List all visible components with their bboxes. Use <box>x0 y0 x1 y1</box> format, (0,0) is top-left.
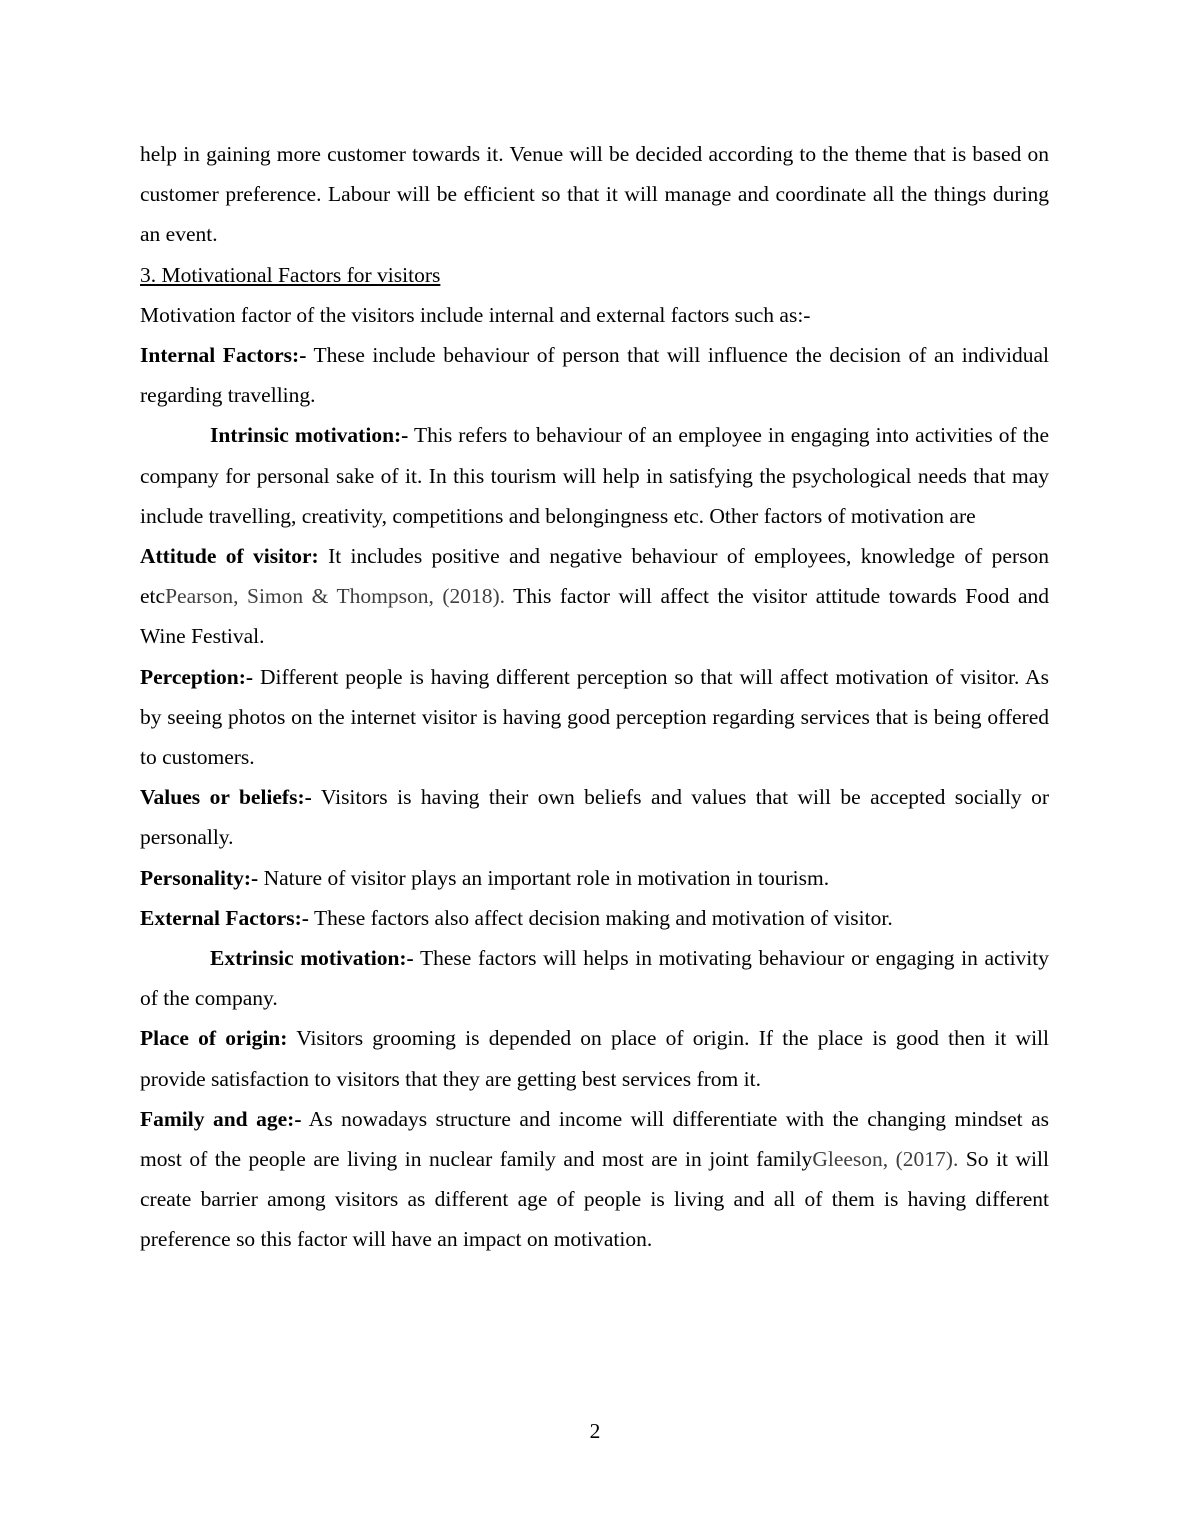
paragraph-text: Visitors is having their own beliefs and values that will be accepted socially or personally. <box>140 785 1050 850</box>
paragraph-intrinsic-motivation <box>140 415 1049 536</box>
term-label: Values or beliefs:- <box>140 785 312 810</box>
paragraph-motivation-overview: Motivation factor of the visitors include internal and external factors such as:- <box>140 302 811 327</box>
document-body <box>140 134 1049 1260</box>
paragraph-perception <box>140 657 1049 778</box>
paragraph-text: Different people is having different perception so that will affect motivation of visitor. As by seeing photos on the internet visitor is having good perception regarding services that is being offered to customers. <box>140 664 1049 770</box>
term-label: External Factors:- <box>140 905 309 930</box>
citation: Gleeson, (2017). <box>812 1147 959 1172</box>
paragraph-text: These factors will helps in motivating behaviour or engaging in activity of the company. <box>140 946 1049 1011</box>
term-label: Perception:- <box>140 664 254 689</box>
paragraph-text: This refers to behaviour of an employee in engaging into activities of the company for personal sake of it. In this tourism will help in satisfying the psychological needs that may include travelling, creativity, competitions and belongingness etc. Other factors of motivation are <box>140 423 1049 528</box>
paragraph-internal-factors <box>140 335 1049 415</box>
paragraph-extrinsic-motivation <box>140 938 1049 1018</box>
term-label: Attitude of visitor: <box>140 544 319 569</box>
paragraph-text: These factors also affect decision making and motivation of visitor. <box>308 905 893 930</box>
paragraph-personality <box>140 858 1049 898</box>
paragraph-text: As nowadays structure and income will differentiate with the changing mindset as most of the people are living in nuclear family and most are in joint family <box>140 1106 1049 1172</box>
paragraph-family-and-age <box>140 1099 1049 1260</box>
term-label: Intrinsic motivation:- <box>210 423 409 448</box>
citation: Pearson, Simon & Thompson, (2018). <box>165 584 506 609</box>
paragraph-text: Nature of visitor plays an important role in motivation in tourism. <box>258 865 830 890</box>
paragraph-text: It includes positive and negative behaviour of employees, knowledge of person etc <box>140 544 1049 609</box>
term-label: Extrinsic motivation:- <box>210 946 414 971</box>
paragraph-text: Visitors grooming is depended on place of origin. If the place is good then it will provide satisfaction to visitors that they are getting best services from it. <box>140 1026 1049 1091</box>
paragraph-external-factors <box>140 898 1049 938</box>
paragraph-text: This factor will affect the visitor attitude towards Food and Wine Festival. <box>140 584 1049 649</box>
paragraph-place-of-origin <box>140 1018 1049 1098</box>
section-heading: 3. Motivational Factors for visitors <box>140 262 441 287</box>
term-label: Family and age:- <box>140 1106 302 1131</box>
paragraph-values-or-beliefs <box>140 777 1049 857</box>
paragraph-attitude-of-visitor <box>140 536 1049 657</box>
term-label: Internal Factors:- <box>140 343 307 368</box>
paragraph-intro-continuation: help in gaining more customer towards it. Venue will be decided according to the theme that is based on customer preference. Labour will be efficient so that it will manage and coordinate all the things during an event. <box>140 142 1049 247</box>
paragraph-text: So it will create barrier among visitors as different age of people is living and all of them is having different preference so this factor will have an impact on motivation. <box>140 1147 1049 1252</box>
paragraph-text: These include behaviour of person that will influence the decision of an individual regarding travelling. <box>140 343 1049 408</box>
term-label: Place of origin: <box>140 1026 288 1051</box>
term-label: Personality:- <box>140 865 259 890</box>
page-number: 2 <box>589 1419 601 1443</box>
